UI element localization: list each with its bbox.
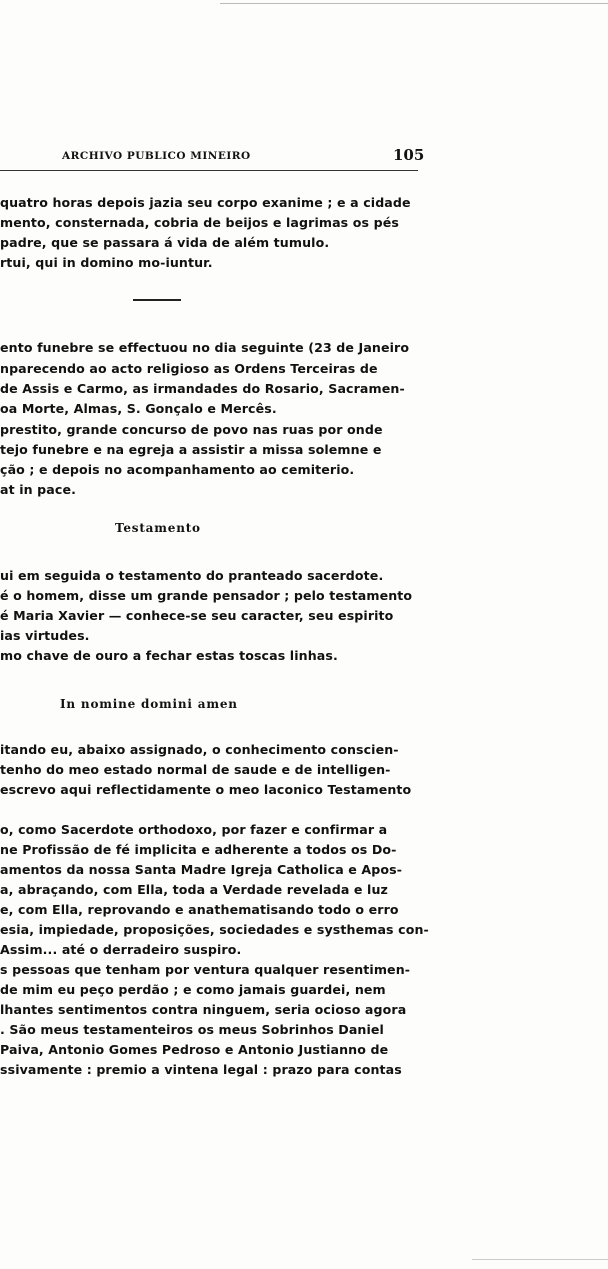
text-line: ssivamente : premio a vintena legal : prazo para contas [0, 1062, 402, 1077]
text-line: de mim eu peço perdão ; e como jamais guardei, nem [0, 982, 386, 997]
top-edge-rule [220, 3, 608, 4]
text-line: ne Profissão de fé implicita e adherente a todos os Do- [0, 842, 397, 857]
text-line: tejo funebre e na egreja a assistir a missa solemne e [0, 442, 382, 457]
text-line: s pessoas que tenham por ventura qualquer resentimen- [0, 962, 411, 977]
text-line: oa Morte, Almas, S. Gonçalo e Mercês. [0, 401, 277, 416]
text-line: Paiva, Antonio Gomes Pedroso e Antonio Justianno de [0, 1042, 389, 1057]
text-line: ento funebre se effectuou no dia seguinte (23 de Janeiro [0, 340, 410, 355]
text-line: esia, impiedade, proposições, sociedades e systhemas con- [0, 922, 429, 937]
section-title: Testamento [115, 521, 201, 535]
text-line: ui em seguida o testamento do pranteado sacerdote. [0, 568, 384, 583]
text-line: amentos da nossa Santa Madre Igreja Catholica e Apos- [0, 862, 403, 877]
text-line: rtui, qui in domino mo-iuntur. [0, 255, 213, 270]
text-line: e, com Ella, reprovando e anathematisando todo o erro [0, 902, 399, 917]
text-line: itando eu, abaixo assignado, o conhecimento conscien- [0, 742, 399, 757]
text-line: Assim... até o derradeiro suspiro. [0, 942, 242, 957]
text-line: de Assis e Carmo, as irmandades do Rosario, Sacramen- [0, 381, 405, 396]
bottom-edge-rule [472, 1259, 608, 1260]
text-line: quatro horas depois jazia seu corpo exanime ; e a cidade [0, 195, 411, 210]
text-line: ias virtudes. [0, 628, 90, 643]
text-line: o, como Sacerdote orthodoxo, por fazer e confirmar a [0, 822, 388, 837]
text-line: tenho do meo estado normal de saude e de intelligen- [0, 762, 391, 777]
text-line: mo chave de ouro a fechar estas toscas linhas. [0, 648, 338, 663]
text-line: escrevo aqui reflectidamente o meo laconico Testamento [0, 782, 412, 797]
text-line: é Maria Xavier — conhece-se seu caracter, seu espirito [0, 608, 394, 623]
text-line: a, abraçando, com Ella, toda a Verdade revelada e luz [0, 882, 388, 897]
page-number: 105 [393, 146, 425, 164]
text-line: prestito, grande concurso de povo nas ruas por onde [0, 422, 383, 437]
header-rule [0, 170, 418, 171]
text-line: at in pace. [0, 482, 76, 497]
subsection-title: In nomine domini amen [60, 697, 238, 711]
text-line: lhantes sentimentos contra ninguem, seria ocioso agora [0, 1002, 407, 1017]
text-line: ção ; e depois no acompanhamento ao cemiterio. [0, 462, 355, 477]
text-line: mento, consternada, cobria de beijos e lagrimas os pés [0, 215, 399, 230]
running-header: ARCHIVO PUBLICO MINEIRO [62, 150, 251, 162]
text-line: padre, que se passara á vida de além tumulo. [0, 235, 330, 250]
text-line: . São meus testamenteiros os meus Sobrinhos Daniel [0, 1022, 384, 1037]
section-separator [133, 299, 181, 301]
text-line: é o homem, disse um grande pensador ; pelo testamento [0, 588, 413, 603]
text-line: nparecendo ao acto religioso as Ordens Terceiras de [0, 361, 378, 376]
